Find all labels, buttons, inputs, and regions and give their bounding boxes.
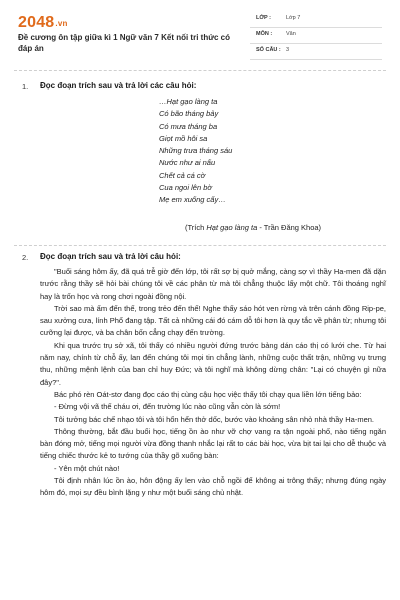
site-logo[interactable] [18,14,68,32]
logo-text: 2048 [18,14,55,31]
document-header [0,0,400,70]
meta-row-grade [250,12,382,28]
poem-excerpt [159,96,359,207]
citation-suffix: - Trần Đăng Khoa) [257,223,322,232]
paragraph: - Yên một chút nào! [54,463,120,473]
poem-line: Cua ngoi lên bờ [159,183,212,193]
meta-row-subject [250,28,382,44]
document-title: Đề cương ôn tập giữa kì 1 Ngữ văn 7 Kết nối tri thức có đáp án [18,33,230,53]
meta-value: Lớp 7 [286,15,301,21]
question-heading: Đọc đoạn trích sau và trả lời các câu hỏi: [40,81,197,90]
citation-prefix: (Trích [185,223,207,232]
paragraph: Thông thường, bắt đầu buổi học, tiếng ồn ào như vỡ chợ vang ra tận ngoài phố, nào tiếng ngăn bàn đóng mở, tiếng mọi người vừa đồng thanh nhắc lại rất to các bài học, vừa bịt tai lại cho dễ thuộc và tiếng chiếc thước kẻ to tướng của thầy gõ xuống bàn: [40,426,386,461]
meta-value: 3 [286,47,290,53]
paragraph: Bác phó rèn Oát-stơ đang đọc cáo thị cùng cậu học việc thấy tôi chạy qua liền lớn tiếng bảo: [54,389,362,399]
meta-label: SỐ CÂU : [256,47,281,53]
paragraph: - Đừng vội vã thế cháu ơi, đến trường lúc nào cũng vẫn còn là sớm! [54,402,281,412]
question-heading: Đọc đoạn trích sau và trả lời câu hỏi: [40,252,181,261]
poem-line: Có mưa tháng ba [159,121,218,131]
citation-work: Hạt gạo làng ta [206,223,258,232]
poem-line: …Hạt gạo làng ta [159,97,218,106]
poem-line: Có bão tháng bảy [159,109,219,119]
prose-excerpt [40,266,386,500]
question-number: 2. [22,253,29,262]
meta-row-question-count [250,44,382,60]
poem-line: Giọt mồ hôi sa [159,133,208,143]
question-divider [14,245,386,246]
paragraph: Khi qua trước trụ sở xã, tôi thấy có nhiều người đứng trước bảng dán cáo thị có lưới che. Từ hai năm nay, chính từ chỗ ấy, lan đến chúng tôi mọi tin chẳng lành, những cuộc thất trận, những vụ trưng thu, những mệnh lệnh của ban chỉ huy Đức; và tôi nghĩ mà không dừng chân: "Lại có chuyện gì nữa đây?". [40,340,386,387]
meta-label: MÔN : [256,31,273,37]
poem-line: Chết cả cá cờ [159,170,206,180]
paragraph: Tôi tưởng bác chế nhạo tôi và tôi hổn hển thở dốc, bước vào khoảng sân nhỏ nhà thầy Ha-men. [54,414,374,424]
question-number: 1. [22,82,29,91]
poem-line: Mẹ em xuống cấy… [159,195,226,205]
header-divider [14,70,386,71]
paragraph: Tôi định nhân lúc ồn ào, hôn động ấy len vào chỗ ngồi để không ai trông thấy; nhưng đúng ngày hôm đó, mọi sự đều bình lặng y như một buổi sáng chủ nhật. [40,476,386,498]
logo-suffix: .vn [55,19,68,28]
poem-line: Những trưa tháng sáu [159,146,233,156]
poem-citation [185,223,321,232]
poem-line: Nước như ai nấu [159,158,216,168]
paragraph: Trời sao mà ấm đến thế, trong trẻo đến thế! Nghe thấy sáo hót ven rừng và trên cánh đồng Rip-pe, sau xưởng cưa, lính Phổ đang tập. Tất cả những cái đó cám dỗ tôi hơn là quy tắc về phân từ; nhưng tôi cưỡng lại được, và ba chân bốn cẳng chạy đến trường. [40,303,386,338]
paragraph: "Buổi sáng hôm ấy, đã quá trễ giờ đến lớp, tôi rất sợ bị quở mắng, càng sợ vì thầy Ha-men đã dặn trước rằng thầy sẽ hỏi bài chúng tôi về các phân từ mà tôi chẳng thuộc lấy một chữ. Tôi thoáng nghĩ hay là trốn học và rong chơi ngoài đồng nội. [40,267,386,301]
meta-label: LỚP : [256,15,271,21]
meta-value: Văn [286,31,296,37]
meta-table [250,12,382,60]
